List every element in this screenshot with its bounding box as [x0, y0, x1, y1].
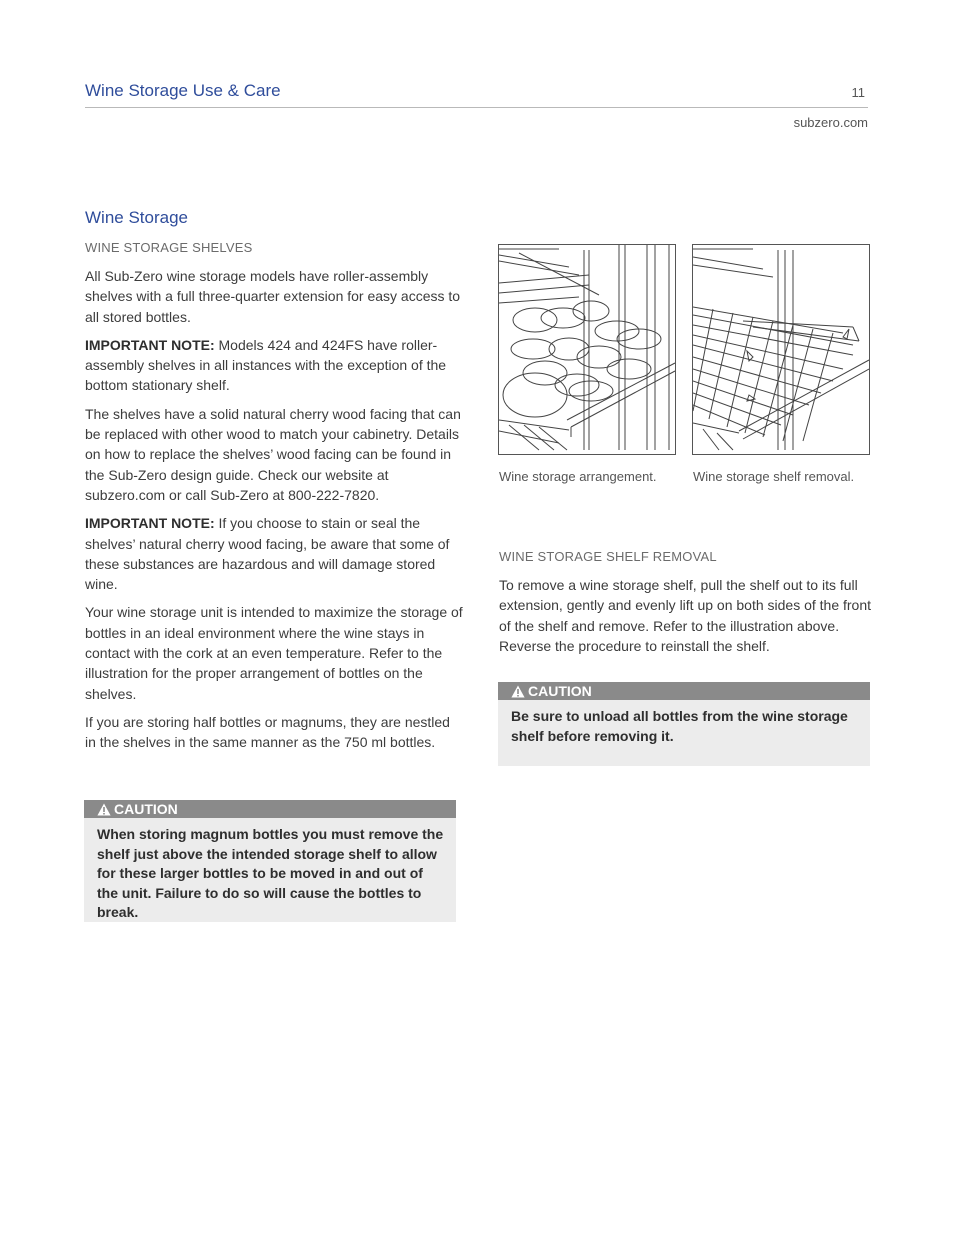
caution-box-right: [498, 682, 870, 766]
note-label: IMPORTANT NOTE:: [85, 336, 215, 353]
paragraph-magnums: If you are storing half bottles or magnums, they are nestled in the shelves in the same manner as the 750 ml bottles.: [85, 713, 450, 751]
left-column: [85, 266, 463, 761]
warning-triangle-icon: [97, 803, 111, 816]
figure-shelf-removal: [692, 244, 870, 455]
page-number: 11: [851, 85, 865, 100]
caution-label: CAUTION: [114, 801, 178, 817]
note-label: IMPORTANT NOTE:: [85, 515, 215, 532]
header-rule: [85, 107, 868, 108]
caption-arrangement: Wine storage arrangement.: [499, 469, 657, 484]
site-url[interactable]: subzero.com: [793, 115, 868, 130]
paragraph-removal: To remove a wine storage shelf, pull the shelf out to its full extension, gently and evenly lift up on both sides of the front of the shelf and remove. Refer to the illustration above. Reverse the procedure to reinstall the shelf.: [499, 577, 872, 654]
figure-arrangement: [498, 244, 676, 455]
note-text: If you choose to stain or seal the shelves’ natural cherry wood facing, be aware that some of these substances are hazardous and will damage stored wine.: [85, 515, 450, 593]
subhead-shelves: WINE STORAGE SHELVES: [85, 240, 253, 255]
paragraph-note-1: [85, 335, 463, 396]
right-column: [499, 575, 873, 664]
caution-label: CAUTION: [528, 683, 592, 699]
subhead-shelf-removal: WINE STORAGE SHELF REMOVAL: [499, 549, 717, 564]
caption-shelf-removal: Wine storage shelf removal.: [693, 469, 855, 484]
caution-text: When storing magnum bottles you must remove the shelf just above the intended storage shelf to allow for these larger bottles to be moved in and out of the unit. Failure to do so will cause the bottles to break.: [97, 826, 444, 921]
warning-triangle-icon: [511, 685, 525, 698]
caution-text: Be sure to unload all bottles from the wine storage shelf before removing it.: [511, 708, 848, 744]
caution-bar: [498, 682, 870, 700]
note-text: Models 424 and 424FS have roller-assembly shelves in all instances with the exception of the bottom stationary shelf.: [85, 336, 447, 394]
paragraph-note-2: [85, 513, 463, 594]
header-title: Wine Storage Use & Care: [85, 81, 281, 100]
shelf-removal-illustration: [693, 245, 869, 454]
paragraph-environment: Your wine storage unit is intended to maximize the storage of bottles in an ideal environment where the wine stays in contact with the cork at an even temperature. Refer to the illustration for the proper arrangement of bottles on the shelves.: [85, 604, 463, 702]
paragraph-intro: All Sub-Zero wine storage models have roller-assembly shelves with a full three-quarter extension for easy access to all stored bottles.: [85, 268, 461, 325]
paragraph-facing: The shelves have a solid natural cherry wood facing that can be replaced with other wood to match your cabinetry. Details on how to replace the shelves’ wood facing can be found in the Sub-Zero design guide. Check our website at subzero.com or call Sub-Zero at 800-222-7820.: [85, 405, 461, 503]
caution-box-left: [84, 800, 456, 922]
caution-bar: [84, 800, 456, 818]
section-title: Wine Storage: [85, 208, 188, 227]
wine-arrangement-illustration: [499, 245, 675, 454]
